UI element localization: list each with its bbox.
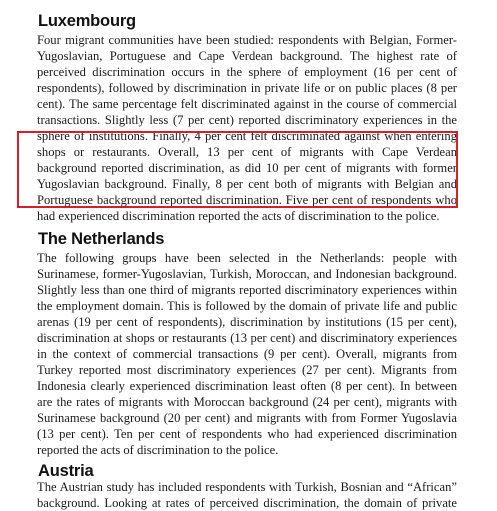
paragraph-line: reported the acts of discrimination to the police.	[37, 443, 279, 457]
paragraph-line: Four migrant communities have been studied: respondents with Belgian, Former-	[37, 33, 457, 47]
paragraph-line: Surinamese, former-Yugoslavian, Turkish, Moroccan, and Indonesian background.	[37, 267, 457, 281]
paragraph-line: Surinamese background (20 per cent) and migrants with from Former Yugoslavia	[37, 411, 457, 425]
paragraph-line: are the rates of migrants with Moroccan background (24 per cent), migrants with	[37, 395, 457, 409]
paragraph-line: Portuguese background reported discrimination. Five per cent of respondents who	[37, 193, 457, 207]
paragraph-line: discrimination at shops or restaurants (13 per cent) and discriminatory experiences	[37, 331, 457, 345]
paragraph-line: in the context of commercial transactions (9 per cent). Overall, migrants from	[37, 347, 457, 361]
paragraph-line: cent). The same percentage felt discriminated against in the course of commercial	[37, 97, 457, 111]
paragraph-line: Slightly less than one third of migrants reported discriminatory experiences within	[37, 283, 457, 297]
paragraph-line: (13 per cent). Ten per cent of respondents who had experienced discrimination	[37, 427, 457, 441]
paragraph-line: respondents), followed by discrimination in private life or on public places (8 per	[37, 81, 457, 95]
paragraph-line: Turkey reported most discriminatory experiences (27 per cent). Migrants from	[37, 363, 457, 377]
paragraph-line: arenas (19 per cent of respondents), discrimination by institutions (15 per cent),	[37, 315, 457, 329]
paragraph-line: The following groups have been selected in the Netherlands: people with	[37, 251, 457, 265]
paragraph-line: shops or restaurants. Overall, 13 per cent of migrants with Cape Verdean	[37, 145, 457, 159]
paragraph-line: transactions. Slightly less (7 per cent) reported discriminatory experiences in the	[37, 113, 457, 127]
paragraph-line: the employment domain. This is followed by the domain of private life and public	[37, 299, 457, 313]
paragraph-line: Yugoslavian, Portuguese and Cape Verdean background. The highest rate of	[37, 49, 457, 63]
paragraph-line: perceived discrimination occurs in the sphere of employment (16 per cent of	[37, 65, 457, 79]
paragraph-line: sphere of institutions. Finally, 4 per cent felt discriminated against when entering	[37, 129, 457, 143]
section-heading-luxembourg: Luxembourg	[38, 12, 136, 30]
paragraph-line: had experienced discrimination reported the acts of discrimination to the police.	[37, 209, 440, 223]
paragraph-line: The Austrian study has included respondents with Turkish, Bosnian and “African”	[37, 480, 457, 494]
section-heading-netherlands: The Netherlands	[38, 230, 165, 248]
paragraph-line: background. Looking at rates of perceived discrimination, the domain of private	[37, 496, 457, 510]
paragraph-line: Indonesia clearly experienced discrimination least often (8 per cent). In between	[37, 379, 457, 393]
highlight-box	[17, 131, 458, 208]
paragraph-line: Yugoslavian background. Finally, 8 per cent both of migrants with Belgian and	[37, 177, 457, 191]
paragraph-line: background reported discrimination, as did 10 per cent of migrants with former	[37, 161, 457, 175]
section-heading-austria: Austria	[38, 462, 94, 480]
